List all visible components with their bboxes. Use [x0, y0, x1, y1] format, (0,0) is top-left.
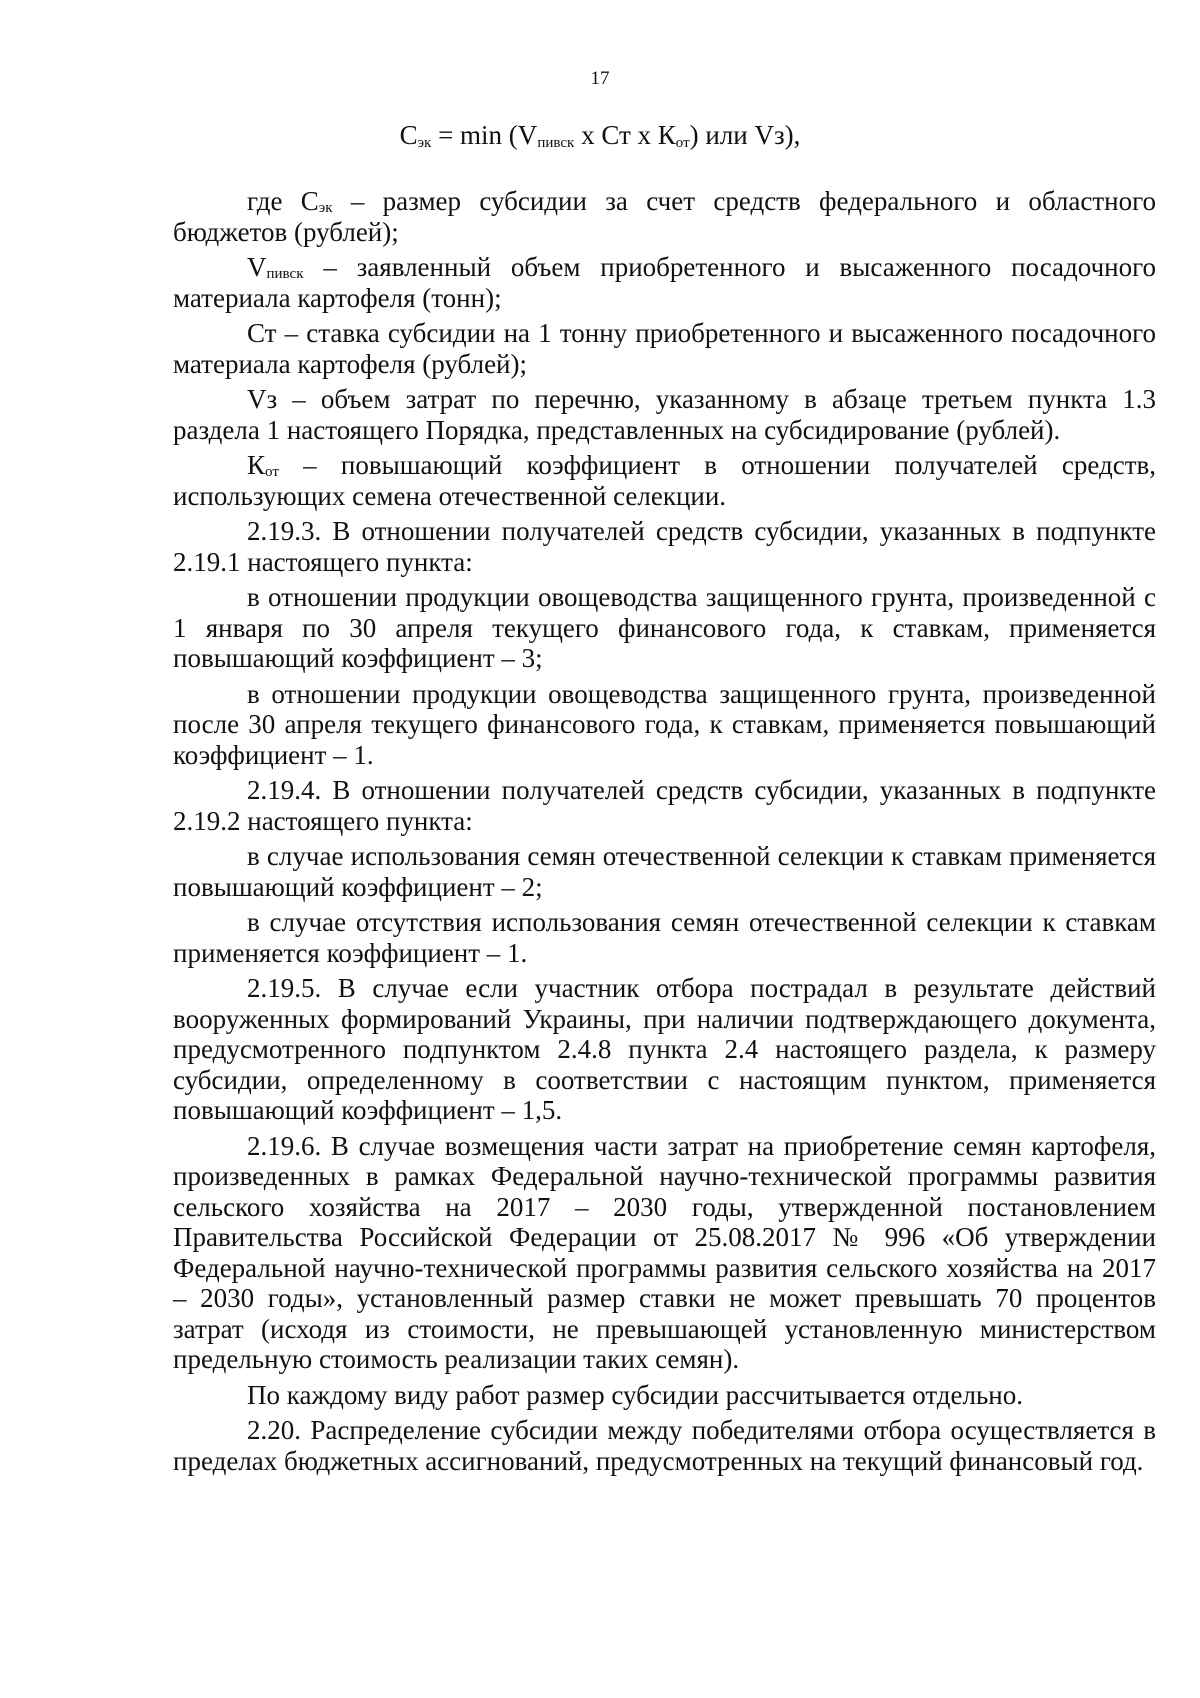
paragraph-2 [173, 252, 1156, 313]
paragraph-text: – повышающий коэффициент в отношении получателей средств, использующих семена отечественной селекции. [173, 450, 1156, 511]
paragraph-text: в отношении продукции овощеводства защищенного грунта, произведенной после 30 апреля текущего финансового года, к ставкам, применяется повышающий коэффициент – 1. [173, 678, 1156, 770]
formula-mid: х Ст х К [574, 120, 676, 150]
symbol-v-pivsk: V [247, 252, 267, 282]
formula-tail: ) или Vз), [689, 120, 801, 150]
symbol-subscript: пивск [266, 266, 304, 282]
paragraph-text: По каждому виду работ размер субсидии рассчитывается отдельно. [247, 1379, 1023, 1410]
paragraph-4 [173, 384, 1156, 445]
paragraph-14 [173, 1380, 1156, 1411]
paragraph-11 [173, 907, 1156, 968]
formula-lhs: С [399, 120, 418, 150]
page-number: 17 [590, 68, 610, 89]
paragraph-5 [173, 450, 1156, 511]
symbol-k-ot: К [247, 450, 266, 480]
paragraph-text: Vз – объем затрат по перечню, указанному в абзаце третьем пункта 1.3 раздела 1 настоящего Порядка, представленных на субсидирование (рублей). [173, 384, 1156, 445]
paragraph-text: 2.20. Распределение субсидии между победителями отбора осуществляется в пределах бюджетных ассигнований, предусмотренных на текущий финансовый год. [173, 1415, 1156, 1476]
paragraph-text: в отношении продукции овощеводства защищенного грунта, произведенной с 1 января по 30 апреля текущего финансового года, к ставкам, применяется повышающий коэффициент – 3; [173, 582, 1156, 673]
paragraph-3 [173, 318, 1156, 379]
paragraph-13 [173, 1131, 1156, 1375]
paragraph-10 [173, 841, 1156, 902]
paragraph-text: Ст – ставка субсидии на 1 тонну приобретенного и высаженного посадочного материала картофеля (рублей); [173, 318, 1156, 379]
paragraph-text: в случае использования семян отечественной селекции к ставкам применяется повышающий коэффициент – 2; [173, 841, 1156, 902]
symbol-subscript: от [265, 464, 279, 480]
paragraph-12 [173, 973, 1156, 1126]
document-body [173, 186, 1156, 1481]
paragraph-7 [173, 582, 1156, 674]
formula-min: = min (V [431, 120, 538, 150]
paragraph-text: 2.19.4. В отношении получателей средств субсидии, указанных в подпункте 2.19.2 настоящего пункта: [173, 775, 1156, 836]
formula-lhs-subscript: эк [417, 135, 432, 151]
paragraph-9 [173, 775, 1156, 836]
subsidy-formula [0, 118, 1200, 160]
paragraph-1 [173, 186, 1156, 247]
paragraph-text: 2.19.5. В случае если участник отбора пострадал в результате действий вооруженных формирований Украины, при наличии подтверждающего документа, предусмотренного подпунктом 2.4.8 пункта 2.4 настоящего раздела, к размеру субсидии, определенному в соответствии с настоящим пунктом, применяется повышающий коэффициент – 1,5. [173, 973, 1156, 1125]
paragraph-text: – заявленный объем приобретенного и высаженного посадочного материала картофеля (тонн); [173, 252, 1156, 313]
paragraph-6 [173, 516, 1156, 577]
paragraph-15 [173, 1415, 1156, 1476]
formula-k-subscript: от [675, 135, 690, 151]
paragraph-text: 2.19.3. В отношении получателей средств субсидии, указанных в подпункте 2.19.1 настоящего пункта: [173, 516, 1156, 577]
symbol-subscript: эк [318, 200, 333, 216]
symbol-s-ek: где С [247, 186, 319, 216]
formula-v-subscript: пивск [537, 135, 575, 151]
paragraph-8 [173, 679, 1156, 771]
paragraph-text: в случае отсутствия использования семян отечественной селекции к ставкам применяется коэффициент – 1. [173, 907, 1156, 968]
paragraph-text: 2.19.6. В случае возмещения части затрат на приобретение семян картофеля, произведенных в рамках Федеральной научно-технической программы развития сельского хозяйства на 2017 – 2030 годы, утвержденной постановлением Правительства Российской Федерации от 25.08.2017 № 996 «Об утверждении Федеральной научно-технической программы развития сельского хозяйства на 2017 – 2030 годы», установленный размер ставки не может превышать 70 процентов затрат (исходя из стоимости, не превышающей установленную министерством предельную стоимость реализации таких семян). [173, 1130, 1156, 1374]
paragraph-text: – размер субсидии за счет средств федерального и областного бюджетов (рублей); [173, 186, 1157, 247]
